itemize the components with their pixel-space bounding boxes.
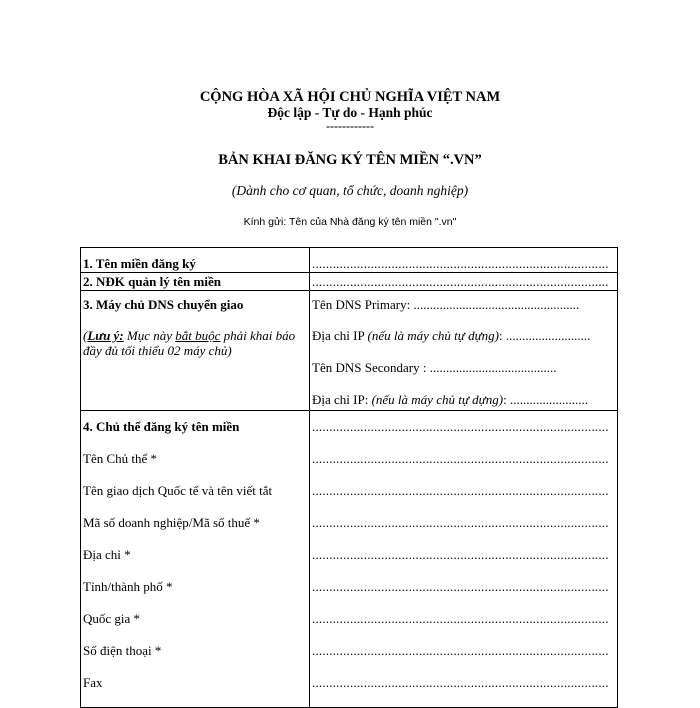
- phone-label: Số điện thoại *: [83, 643, 162, 658]
- dns-primary-label: Tên DNS Primary:: [312, 297, 414, 312]
- value-cell[interactable]: [310, 273, 618, 291]
- dns-note-text-2: phải khai báo đầy đủ tối thiểu 02 máy chủ): [83, 328, 296, 358]
- country-blank[interactable]: ......................................................................................: [312, 611, 609, 626]
- ip-primary-colon: :: [499, 328, 506, 343]
- table-row: [81, 248, 618, 273]
- value-cell[interactable]: [310, 248, 618, 273]
- province-label: Tỉnh/thành phố *: [83, 579, 173, 594]
- form-title: BẢN KHAI ĐĂNG KÝ TÊN MIỀN “.VN”: [218, 152, 482, 168]
- ip-secondary-label: Địa chỉ IP:: [312, 392, 372, 407]
- table-row: [81, 273, 618, 291]
- dns-section-label: 3. Máy chủ DNS chuyển giao: [83, 297, 244, 312]
- dns-secondary-blank[interactable]: .......................................: [429, 360, 557, 375]
- address-label: Địa chỉ *: [83, 547, 131, 562]
- registrant-section-blank[interactable]: ......................................................................................: [312, 419, 609, 434]
- ip-primary-note: (nếu là máy chủ tự dựng): [367, 328, 499, 343]
- province-blank[interactable]: ......................................................................................: [312, 579, 609, 594]
- dns-note: (Lưu ý: Mục này bắt buộc phải khai báo đầy đủ tối thiểu 02 máy chủ): [83, 328, 296, 358]
- dns-secondary-field[interactable]: [312, 360, 617, 376]
- national-motto: Độc lập - Tự do - Hạnh phúc: [267, 105, 433, 120]
- header-separator: ------------: [326, 119, 374, 133]
- table-row: [81, 411, 618, 708]
- registration-form-table: [80, 247, 618, 708]
- table-row: [81, 291, 618, 411]
- international-name-label: Tên giao dịch Quốc tế và tên viết tắt: [83, 483, 273, 498]
- form-subtitle: (Dành cho cơ quan, tổ chức, doanh nghiệp): [231, 183, 469, 198]
- registrant-section-label: 4. Chủ thể đăng ký tên miền: [83, 419, 240, 434]
- ip-primary-label: Địa chỉ IP: [312, 328, 368, 343]
- ip-primary-field[interactable]: [312, 328, 617, 344]
- country-name: CỘNG HÒA XÃ HỘI CHỦ NGHĨA VIỆT NAM: [199, 89, 501, 105]
- dns-primary-blank[interactable]: ...................................................: [413, 297, 580, 312]
- label-cell: [81, 291, 310, 411]
- registrant-name-blank[interactable]: ......................................................................................: [312, 451, 609, 466]
- ip-primary-blank[interactable]: ..........................: [505, 328, 591, 343]
- address-blank[interactable]: ......................................................................................: [312, 547, 609, 562]
- label-cell: [81, 411, 310, 708]
- ip-secondary-field[interactable]: [312, 392, 617, 408]
- dns-secondary-label: Tên DNS Secondary :: [312, 360, 430, 375]
- domain-name-blank[interactable]: ......................................................................................: [312, 256, 609, 271]
- value-cell[interactable]: [310, 411, 618, 708]
- label-cell: [81, 248, 310, 273]
- registrar-blank[interactable]: ......................................................................................: [312, 274, 609, 289]
- label-cell: [81, 273, 310, 291]
- registrant-name-label: Tên Chủ thể *: [83, 451, 158, 466]
- tax-code-label: Mã số doanh nghiệp/Mã số thuế *: [83, 515, 260, 530]
- ip-secondary-colon: :: [503, 392, 510, 407]
- country-label: Quốc gia *: [83, 611, 141, 626]
- recipient-line: Kính gửi: Tên của Nhà đăng ký tên miền ".vn": [243, 216, 457, 228]
- international-name-blank[interactable]: ......................................................................................: [312, 483, 609, 498]
- value-cell[interactable]: [310, 291, 618, 411]
- domain-name-label: 1. Tên miền đăng ký: [83, 256, 196, 271]
- dns-note-prefix: Lưu ý:: [87, 328, 124, 343]
- dns-primary-field[interactable]: [312, 297, 617, 313]
- fax-blank[interactable]: ......................................................................................: [312, 675, 609, 690]
- fax-label: Fax: [83, 675, 103, 690]
- ip-secondary-note: (nếu là máy chủ tự dựng): [371, 392, 504, 407]
- ip-secondary-blank[interactable]: ........................: [509, 392, 588, 407]
- dns-note-text: Mục này: [123, 328, 176, 343]
- registrar-label: 2. NĐK quản lý tên miền: [83, 274, 221, 289]
- dns-note-required: bắt buộc: [175, 328, 221, 343]
- phone-blank[interactable]: ......................................................................................: [312, 643, 609, 658]
- tax-code-blank[interactable]: ......................................................................................: [312, 515, 609, 530]
